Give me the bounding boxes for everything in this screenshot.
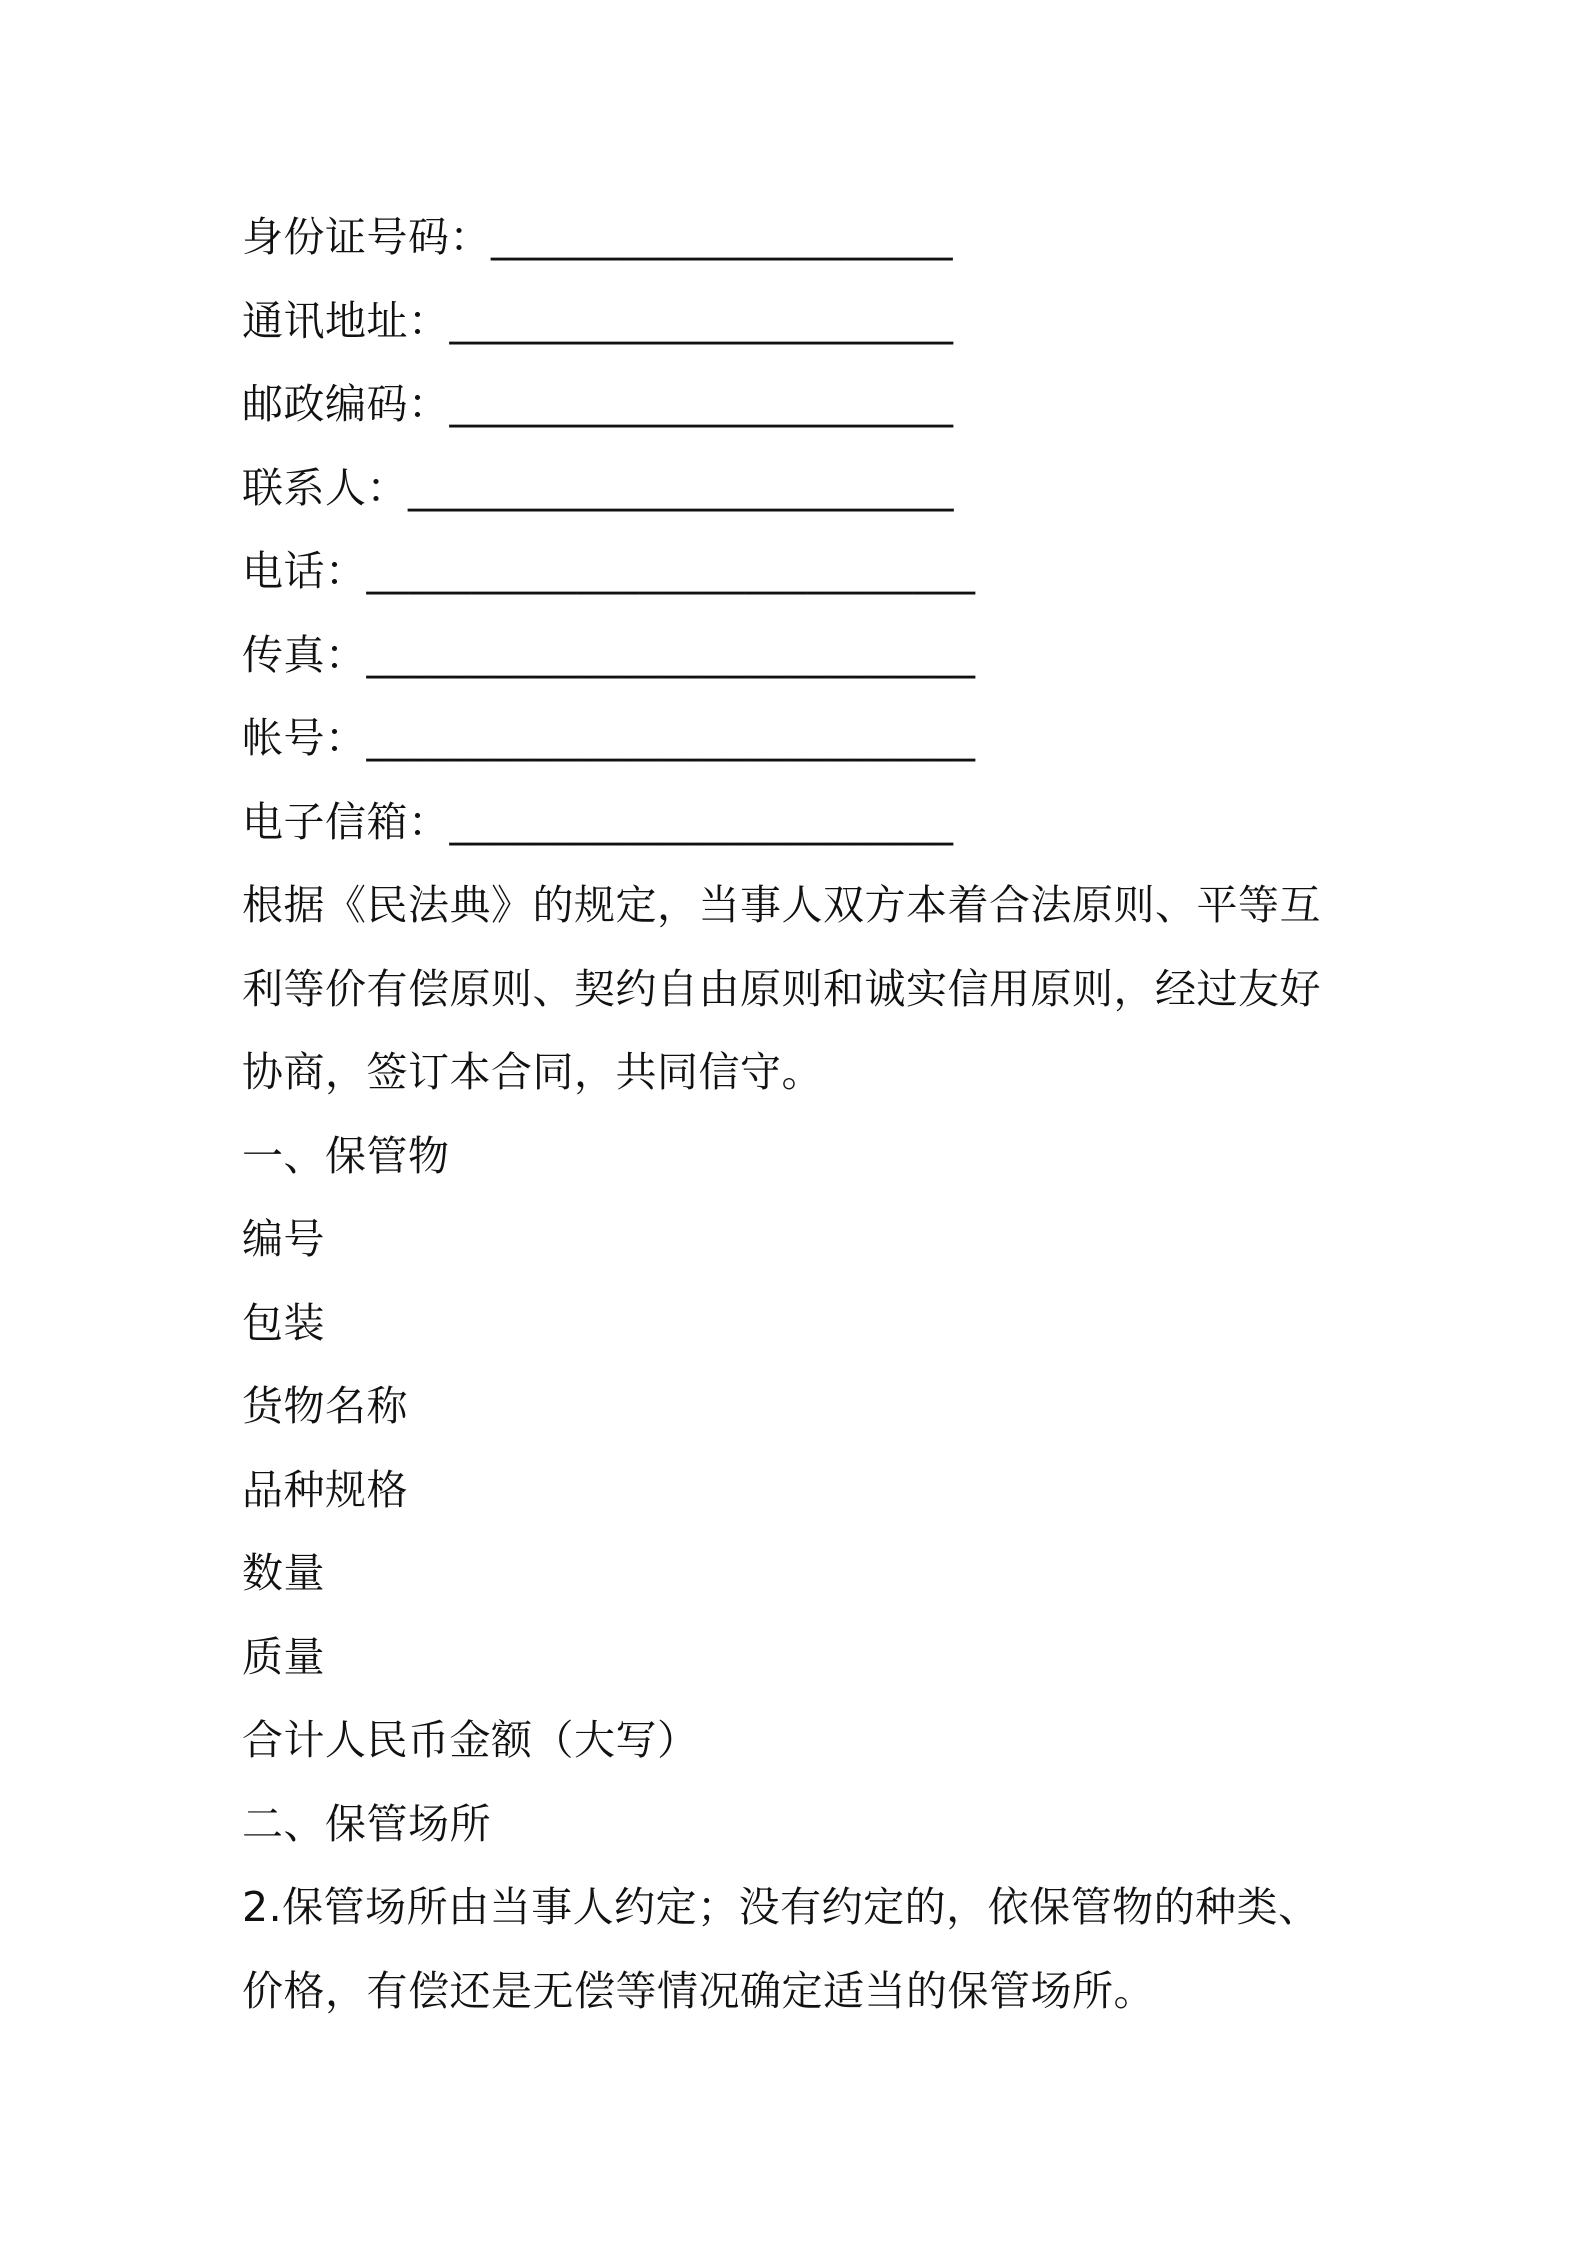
field-blank: ________________________: [449, 797, 954, 846]
field-blank: _____________________________: [366, 547, 976, 595]
preamble-line: 协商，签订本合同，共同信守。: [242, 1048, 823, 1096]
field-blank: ________________________: [449, 380, 954, 428]
field-blank: _____________________________: [366, 714, 976, 762]
field-label: 电话：: [242, 547, 367, 595]
item-packaging: 包装: [242, 1298, 325, 1347]
field-blank: __________________________: [408, 463, 954, 512]
document-body: [242, 196, 1362, 2033]
clause-line: 2.保管场所由当事人约定；没有约定的，依保管物的种类、: [242, 1883, 1320, 1931]
preamble-line: 根据《民法典》的规定，当事人双方本着合法原则、平等互: [242, 881, 1321, 929]
field-label: 电子信箱：: [242, 797, 450, 846]
item-number: 编号: [242, 1215, 325, 1263]
clause-line: 价格，有偿还是无偿等情况确定适当的保管场所。: [242, 1966, 1155, 2015]
field-blank: ________________________: [449, 296, 954, 345]
section-heading-custody-items: 一、保管物: [242, 1131, 450, 1180]
field-blank: ______________________: [491, 213, 953, 261]
item-total-amount: 合计人民币金额（大写）: [242, 1716, 699, 1764]
field-label: 通讯地址：: [242, 296, 450, 345]
preamble-line: 利等价有偿原则、契约自由原则和诚实信用原则，经过友好: [242, 964, 1321, 1013]
field-postal-code: [242, 363, 1362, 447]
item-goods-name: 货物名称: [242, 1382, 408, 1430]
field-contact-person: [242, 447, 1362, 531]
item-quantity: 数量: [242, 1549, 325, 1597]
field-blank: _____________________________: [366, 630, 976, 679]
field-address: [242, 280, 1362, 364]
field-label: 邮政编码：: [242, 380, 450, 428]
field-label: 传真：: [242, 630, 367, 679]
field-phone: [242, 530, 1362, 614]
preamble-paragraph: [242, 864, 1362, 1115]
field-label: 身份证号码：: [242, 213, 491, 261]
clause-paragraph: [242, 1866, 1362, 2033]
item-variety-spec: 品种规格: [242, 1465, 408, 1514]
field-label: 联系人：: [242, 463, 408, 512]
field-account: [242, 697, 1362, 781]
section-heading-custody-place: 二、保管场所: [242, 1799, 491, 1848]
field-id-number: [242, 196, 1362, 280]
field-fax: [242, 614, 1362, 698]
field-label: 帐号：: [242, 714, 367, 762]
item-quality: 质量: [242, 1632, 325, 1681]
field-email: [242, 781, 1362, 865]
